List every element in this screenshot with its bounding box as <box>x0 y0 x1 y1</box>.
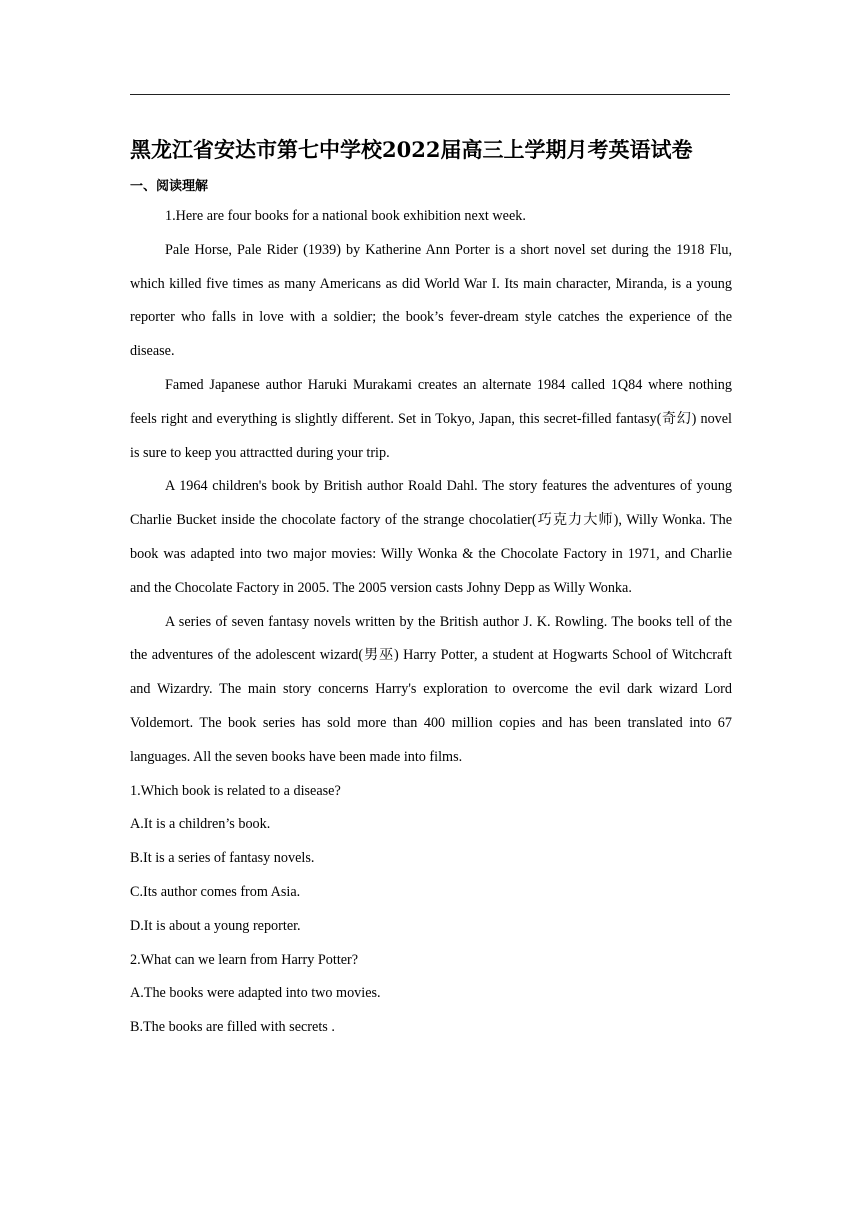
page-title: 黑龙江省安达市第七中学校2022届高三上学期月考英语试卷 <box>130 137 693 162</box>
passage-paragraph-1: Pale Horse, Pale Rider (1939) by Katherine Ann Porter is a short novel set during the 1918 Flu, which killed five times as many Americans as did World War I. Its main character, Miranda, is a young reporter who falls in love with a soldier; the book’s fever-dream style catches the experience of the disease. <box>130 241 732 360</box>
question-1-option-c: C.Its author comes from Asia. <box>130 883 301 900</box>
question-2-option-b: B.The books are filled with secrets . <box>130 1019 335 1036</box>
passage-paragraph-4: A series of seven fantasy novels written by the British author J. K. Rowling. The books tell of the the adventures of the adolescent wizard(男巫) Harry Potter, a student at Hogwarts School of Witchcraft and Wizardry. The main story concerns Harry's exploration to overcome the evil dark wizard Lord Voldemort. The book series has sold more than 400 million copies and has been translated into 67 languages. All the seven books have been made into films. <box>130 613 732 765</box>
question-1-option-d: D.It is about a young reporter. <box>130 917 301 934</box>
question-1-stem: 1.Which book is related to a disease? <box>130 782 341 799</box>
question-1-option-a: A.It is a children’s book. <box>130 816 271 833</box>
question-1-option-b: B.It is a series of fantasy novels. <box>130 850 315 867</box>
question-2-stem: 2.What can we learn from Harry Potter? <box>130 951 359 968</box>
passage-paragraph-3: A 1964 children's book by British author Roald Dahl. The story features the adventures of young Charlie Bucket inside the chocolate factory of the strange chocolatier(巧克力大师), Willy Wonka. The book was adapted into two major movies: Willy Wonka & the Chocolate Factory in 1971, and Charlie and the Chocolate Factory in 2005. The 2005 version casts Johny Depp as Willy Wonka. <box>130 478 732 596</box>
passage-intro: 1.Here are four books for a national book exhibition next week. <box>165 208 526 224</box>
reading-passage <box>130 200 732 1045</box>
passage-paragraph-2: Famed Japanese author Haruki Murakami creates an alternate 1984 called 1Q84 where nothing feels right and everything is slightly different. Set in Tokyo, Japan, this secret-filled fantasy(奇幻) novel is sure to keep you attractted during your trip. <box>130 376 732 461</box>
header-rule <box>130 94 730 95</box>
question-2-option-a: A.The books were adapted into two movies. <box>130 985 381 1002</box>
section-heading: 一、阅读理解 <box>130 179 209 194</box>
